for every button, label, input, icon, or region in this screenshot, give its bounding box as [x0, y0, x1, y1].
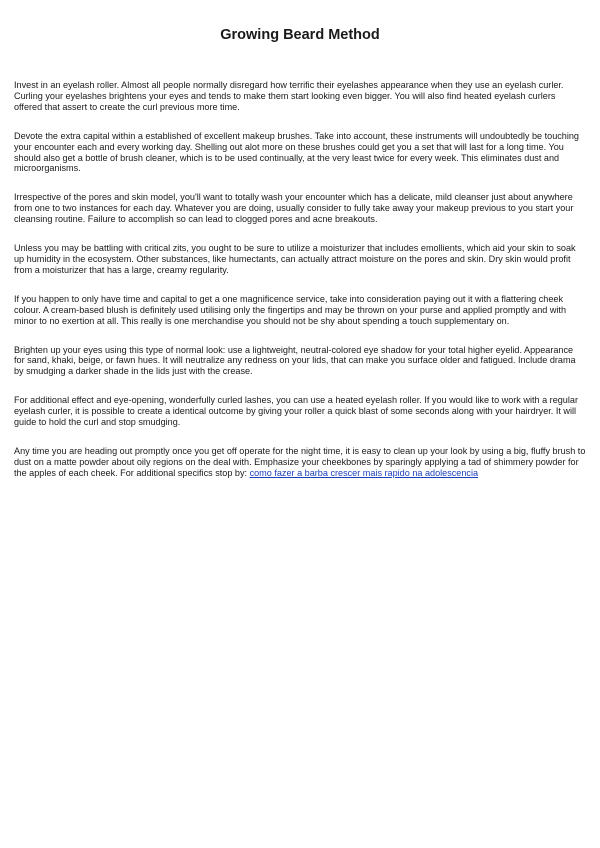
paragraph-cleanser: Irrespective of the pores and skin model, you'll want to totally wash your encounter which has a delicate, mild cleanser just about anywhere from one to two instances for each day. Whatever you are doing, usually consider to fully take away your makeup previous to you start your cleansing routine. Failure to accomplish so can lead to clogged pores and acne breakouts. [14, 192, 574, 225]
paragraph-moisturizer: Unless you may be battling with critical zits, you ought to be sure to utilize a moisturizer that includes emollients, which aid your skin to soak up humidity in the ecosystem. Other substances, like humectants, can actually attract moisture on the pores and skin. Dry skin would profit from a moisturizer that has a large, creamy regularity. [14, 243, 576, 275]
paragraph-curled-lashes: For additional effect and eye-opening, wonderfully curled lashes, you can use a heated eyelash roller. If you would like to work with a regular eyelash curler, it is possible to create a identical outcome by giving your roller a quick blast of some seconds along with your hairdryer. It will guide to hold the curl and stop smudging. [14, 395, 578, 428]
paragraph-closing [14, 446, 586, 479]
document-title: Growing Beard Method [220, 27, 380, 43]
paragraph-eyelash-roller: Invest in an eyelash roller. Almost all people normally disregard how terrific their eyelashes appearance when they use an eyelash curler. Curling your eyelashes brightens your eyes and tends to make them start looking even bigger. You will also find heated eyelash curlers offered that assert to create the curl previous more time. [14, 80, 564, 112]
paragraph-cheek-colour: If you happen to only have time and capital to get a one magnificence service, take into consideration paying out it with a flattering cheek colour. A cream-based blush is definitely used utilising only the fingertips and may be thrown on your purse and applied promptly and with minor to no exertion at all. This really is one merchandise you should not be shy about spending a touch supplementary on. [14, 293, 567, 326]
paragraph-makeup-brushes: Devote the extra capital within a established of excellent makeup brushes. Take into account, these instruments will undoubtedly be touching your encounter each and every working day. Shelling out alot more on these brushes could get you a set that will last for a long time. You should also get a bottle of brush cleaner, which is to be used continually, at the very least twice for every week. This eliminates dust and microorganisms. [14, 130, 579, 174]
paragraph-eye-shadow: Brighten up your eyes using this type of normal look: use a lightweight, neutral-colored eye shadow for your total higher eyelid. Appearance for sand, khaki, beige, or fawn hues. It will neutralize any redness on your lids, that can make you surface older and fatigued. Include drama by smudging a darker shade in the lids just with the crease. [14, 344, 576, 377]
closing-text: Any time you are heading out promptly once you get off operate for the night time, it is easy to clean up your look by using a big, fluffy brush to dust on a matte powder about oily regions on the deal with. Emphasize your cheekbones by sparingly applying a tad of shimmery powder for the apples of each cheek. For additional specifics stop by: [14, 445, 586, 478]
beard-growth-link[interactable]: como fazer a barba crescer mais rapido na adolescencia [249, 467, 479, 478]
